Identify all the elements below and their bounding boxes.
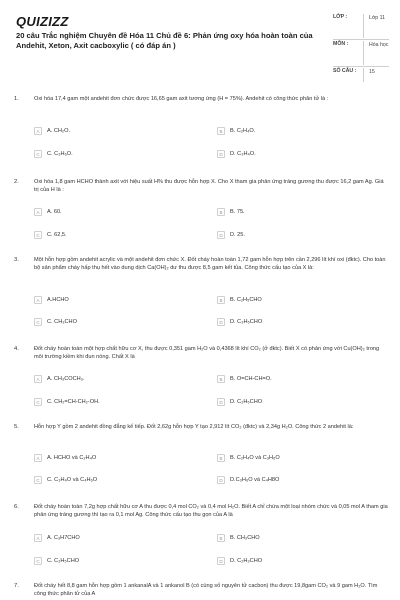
option-c[interactable]	[34, 556, 79, 566]
option-c[interactable]	[34, 317, 77, 327]
option-d[interactable]	[217, 149, 256, 159]
option-text: C. 62,5.	[47, 232, 67, 238]
option-text: D.C₃H₆O và C₄H8O	[230, 477, 280, 483]
question-text: Oxi hóa 1,8 gam HCHO thành axit với hiệu suất H% thu được hỗn hợp X. Cho X tham gia phản ứng tráng gương thu được 16,2 gam Ag. Giá trị của H là :	[34, 179, 384, 193]
meta-info-box	[333, 14, 389, 82]
option-letter-badge: D	[217, 231, 225, 239]
option-letter-badge: C	[34, 231, 42, 239]
option-d[interactable]	[217, 556, 262, 566]
option-letter-badge: B	[217, 296, 225, 304]
option-a[interactable]	[34, 207, 62, 217]
option-letter-badge: A	[34, 534, 42, 542]
option-letter-badge: A	[34, 127, 42, 135]
option-text: A. CH₂O.	[47, 128, 70, 134]
option-text: C. C₃H₆O.	[47, 151, 73, 157]
option-text: D. C₃H₅CHO	[230, 319, 263, 325]
option-text: B. 75.	[230, 209, 245, 215]
count-value: 15	[363, 68, 389, 82]
question-number: 5.	[14, 424, 19, 430]
option-d[interactable]	[217, 475, 279, 485]
option-text: D. 25.	[230, 232, 245, 238]
option-text: B. C₂H₄O.	[230, 128, 256, 134]
option-b[interactable]	[217, 295, 262, 305]
question-number: 2.	[14, 179, 19, 185]
option-text: D. C₂H₅CHO	[230, 399, 263, 405]
option-text: A.HCHO	[47, 297, 69, 303]
option-letter-badge: C	[34, 398, 42, 406]
option-text: C. CH₃CHO	[47, 319, 77, 325]
option-letter-badge: B	[217, 208, 225, 216]
option-text: C. C₃H₄O và C₄H₆O	[47, 477, 98, 483]
option-text: D. C₃H₄O.	[230, 151, 256, 157]
option-letter-badge: A	[34, 208, 42, 216]
option-b[interactable]	[217, 374, 272, 384]
option-text: B. O=CH-CH=O.	[230, 376, 272, 382]
option-letter-badge: C	[34, 476, 42, 484]
subject-label: MÔN :	[333, 41, 349, 47]
option-text: A. 60.	[47, 209, 62, 215]
option-a[interactable]	[34, 374, 85, 384]
option-d[interactable]	[217, 230, 245, 240]
option-letter-badge: A	[34, 375, 42, 383]
option-d[interactable]	[217, 317, 262, 327]
option-letter-badge: D	[217, 318, 225, 326]
document-title: 20 câu Trắc nghiệm Chuyên đề Hóa 11 Chủ đề 6: Phản ứng oxy hóa hoàn toàn của Andehit, Xeton, Axit cacboxylic ( có đáp án )	[16, 31, 313, 50]
option-letter-badge: B	[217, 127, 225, 135]
class-value: Lớp 11	[363, 14, 389, 38]
option-letter-badge: A	[34, 454, 42, 462]
divider	[333, 39, 389, 40]
question-text: Hỗn hợp Y gồm 2 andehit đồng đẳng kế tiếp. Đốt 2,62g hỗn hợp Y tạo 2,912 lít CO₂ (đktc) và 2,34g H₂O. Công thức 2 andehit là:	[34, 424, 354, 430]
option-b[interactable]	[217, 207, 245, 217]
option-b[interactable]	[217, 126, 255, 136]
option-letter-badge: D	[217, 476, 225, 484]
option-letter-badge: A	[34, 296, 42, 304]
question-text: Một hỗn hợp gồm andehit acrylic và một andehit đơn chức X. Đốt cháy hoàn toàn 1,72 gam hỗn hợp trên cần 2,296 lít khí oxi (đktc). Cho toàn bộ sản phẩm cháy hấp thụ hết vào dung dịch Ca(OH)₂ dư thu được 8,5 gam kết tủa. Công thức cấu tạo của X là:	[34, 257, 386, 271]
question-text: Đốt cháy hoàn toàn 7,2g hợp chất hữu cơ A thu được 0,4 mol CO₂ và 0,4 mol H₂O. Biết A chỉ chứa một loại nhóm chức và 0,05 mol A tham gia phản ứng tráng gương thì tạo ra 0,1 mol Ag. Công thức cấu tạo thu gọn của A là	[34, 504, 388, 518]
class-row	[333, 14, 389, 38]
question-text: Oxi hóa 17,4 gam một andehit đơn chức được 16,65 gam axit tương ứng (H = 75%). Andehit có công thức phân tử là :	[34, 96, 329, 102]
option-a[interactable]	[34, 126, 70, 136]
option-letter-badge: B	[217, 534, 225, 542]
question-number: 3.	[14, 257, 19, 263]
count-label: SỐ CÂU :	[333, 68, 357, 74]
subject-value: Hóa học	[363, 41, 389, 65]
question-number: 7.	[14, 583, 19, 589]
option-letter-badge: C	[34, 318, 42, 326]
option-text: A. C₃H7CHO	[47, 535, 80, 541]
option-text: A. CH₃COCH₃.	[47, 376, 85, 382]
option-c[interactable]	[34, 230, 67, 240]
option-text: D. C₂H₃CHO	[230, 558, 263, 564]
option-letter-badge: C	[34, 150, 42, 158]
class-label: LỚP :	[333, 14, 348, 20]
option-a[interactable]	[34, 533, 80, 543]
option-text: B. C₂H₅CHO	[230, 297, 262, 303]
option-c[interactable]	[34, 149, 73, 159]
quizizz-logo: QUIZIZZ	[16, 14, 69, 29]
option-letter-badge: B	[217, 454, 225, 462]
option-letter-badge: D	[217, 557, 225, 565]
question-text: Đốt cháy hoàn toàn một hợp chất hữu cơ X, thu được 0,351 gam H₂O và 0,4368 lít khí CO₂ (ở đktc). Biết X có phản ứng với Cu(OH)₂ trong môi trường kiềm khi đun nóng. Chất X là	[34, 346, 380, 360]
option-letter-badge: B	[217, 375, 225, 383]
option-a[interactable]	[34, 295, 69, 305]
option-text: C. C₂H₅CHO	[47, 558, 80, 564]
option-text: A. HCHO và C₂H₄O	[47, 455, 97, 461]
document-header	[0, 0, 400, 82]
subject-row	[333, 41, 389, 65]
option-b[interactable]	[217, 533, 260, 543]
count-row	[333, 68, 389, 82]
option-text: B. CH₃CHO	[230, 535, 260, 541]
question-number: 1.	[14, 96, 19, 102]
option-b[interactable]	[217, 453, 280, 463]
option-d[interactable]	[217, 397, 262, 407]
option-text: B. C₂H₄O và C₃H₆O	[230, 455, 280, 461]
option-c[interactable]	[34, 475, 97, 485]
option-letter-badge: C	[34, 557, 42, 565]
option-c[interactable]	[34, 397, 100, 407]
question-text: Đốt cháy hết 8,8 gam hỗn hợp gồm 1 ankanalA và 1 ankanol B (có cùng số nguyên tử cacbon) thu được 19,8gam CO₂ và 9 gam H₂O. Tìm công thức phân tử của A	[34, 583, 378, 597]
question-number: 4.	[14, 346, 19, 352]
option-letter-badge: D	[217, 398, 225, 406]
option-a[interactable]	[34, 453, 96, 463]
option-text: C. CH₂=CH-CH₂-OH.	[47, 399, 100, 405]
option-letter-badge: D	[217, 150, 225, 158]
divider	[333, 66, 389, 67]
question-number: 6.	[14, 504, 19, 510]
